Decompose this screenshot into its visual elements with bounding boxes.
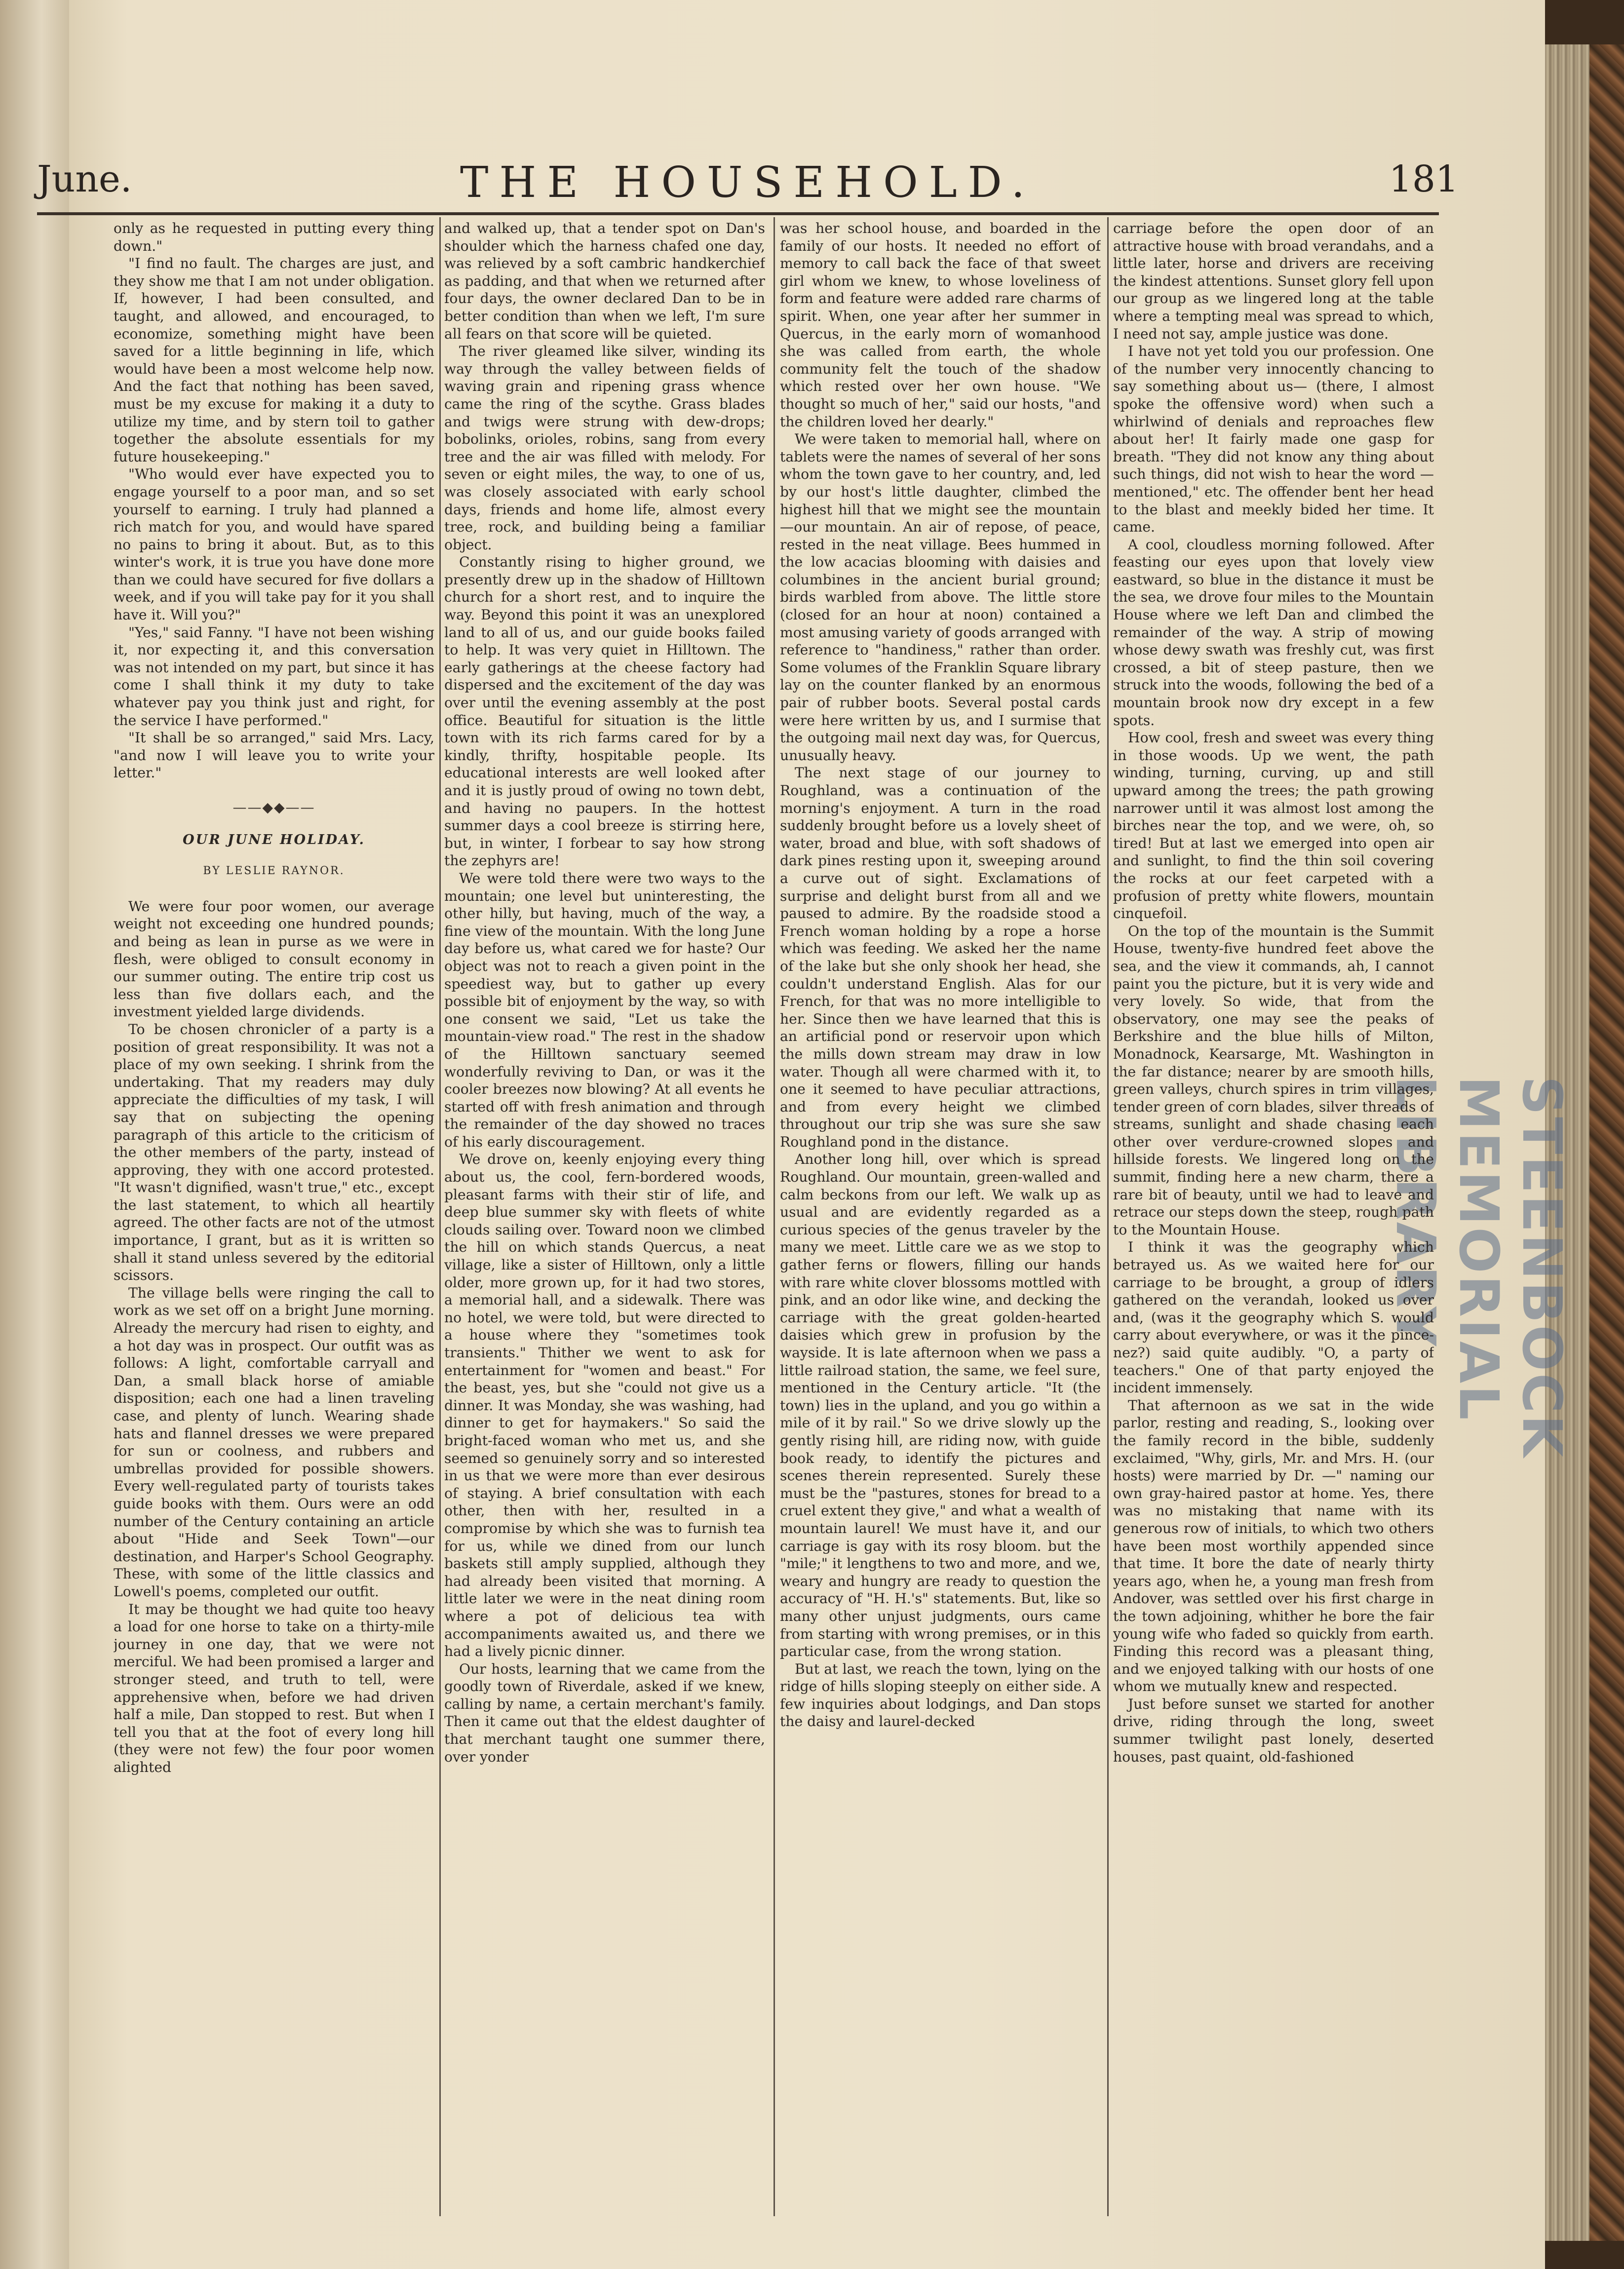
paragraph: We were four poor women, our average weight not exceeding one hundred pounds; and being as lean in purse as we were in flesh, were obliged to consult economy in our summer outing. The entire trip cost us less than five dollars each, and the investment yielded large dividends. (114, 898, 434, 1020)
column-2 (444, 220, 765, 2214)
paragraph: We were told there were two ways to the mountain; one level but uninteresting, the other hilly, but having, much of the way, a fine view of the mountain. With the long June day before us, what cared we for haste? Our object was not to reach a given point in the speediest way, but to gather up every possible bit of enjoyment by the way, so with one consent we said, "Let us take the mountain-view road." The rest in the shadow of the Hilltown sanctuary seemed wonderfully reviving to Dan, or was it the cooler breezes now blowing? At all events he started off with fresh animation and through the remainder of the day showed no traces of his early discouragement. (444, 870, 765, 1150)
paragraph: The village bells were ringing the call to work as we set off on a bright June morning. Already the mercury had risen to eighty, and a hot day was in prospect. Our outfit was as follows: A light, comfortable carryall and Dan, a small black horse of amiable disposition; each one had a linen traveling case, and plenty of lunch. Wearing shade hats and flannel dresses we were prepared for sun or coolness, and rubbers and umbrellas provided for possible showers. Every well-regulated party of tourists takes guide books with them. Ours were an odd number of the Century containing an article about "Hide and Seek Town"—our destination, and Harper's School Geography. These, with some of the little classics and Lowell's poems, completed our outfit. (114, 1284, 434, 1600)
paragraph: It may be thought we had quite too heavy a load for one horse to take on a thirty-mile journey in one day, that we were not merciful. We had been promised a larger and stronger steed, and truth to tell, were apprehensive when, before we had driven half a mile, Dan stopped to rest. But when I tell you that at the foot of every long hill (they were not few) the four poor women alighted (114, 1601, 434, 1775)
column-divider (773, 217, 775, 2216)
paragraph: Our hosts, learning that we came from the goodly town of Riverdale, asked if we knew, calling by name, a certain merchant's family. Then it came out that the eldest daughter of that merchant taught one summer there, over yonder (444, 1660, 765, 1765)
paragraph: "Yes," said Fanny. "I have not been wishing it, nor expecting it, and this conversation was not intended on my part, but since it has come I shall think it my duty to take whatever pay you think just and right, for the service I have performed." (114, 624, 434, 729)
paragraph: and walked up, that a tender spot on Dan's shoulder which the harness chafed one day, was relieved by a soft cambric handkerchief as padding, and that when we returned after four days, the owner declared Dan to be in better condition than when we left, I'm sure all fears on that score will be quieted. (444, 220, 765, 342)
paragraph: That afternoon as we sat in the wide parlor, resting and reading, S., looking over the family record in the bible, suddenly exclaimed, "Why, girls, Mr. and Mrs. H. (our hosts) were married by Dr. —" naming our own gray-haired pastor at home. Yes, there was no mistaking that name with its generous row of initials, to which two others have been most worthily appended since that time. It bore the date of nearly thirty years ago, when he, a young man fresh from Andover, was settled over his first charge in the town adjoining, whither he bore the fair young wife who faded so quickly from earth. Finding this record was a pleasant thing, and we enjoyed talking with our hosts of one whom we mutually knew and respected. (1113, 1397, 1434, 1695)
section-ornament: ——◆◆—— (232, 799, 315, 815)
paragraph: carriage before the open door of an attractive house with broad verandahs, and a little later, horse and drivers are receiving the kindest attentions. Sunset glory fell upon our group as we lingered long at the table where a tempting meal was spread to which, I need not say, ample justice was done. (1113, 220, 1434, 342)
paragraph: I have not yet told you our profession. One of the number very innocently chancing to say something about us— (there, I almost spoke the offensive word) when such a whirlwind of denials and reproaches flew about her! It fairly made one gasp for breath. "They did not know any thing about such things, did not wish to hear the word — mentioned," etc. The offender bent her head to the blast and meekly bided her time. It came. (1113, 343, 1434, 536)
column-4 (1113, 220, 1434, 2214)
paragraph: But at last, we reach the town, lying on the ridge of hills sloping steeply on either side. A few inquiries about lodgings, and Dan stops the daisy and laurel-decked (780, 1660, 1101, 1730)
paragraph: Another long hill, over which is spread Roughland. Our mountain, green-walled and calm beckons from our left. We walk up as usual and are evidently regarded as a curious species of the genus traveler by the many we meet. Little care we as we stop to gather ferns or flowers, filling our hands with rare white clover blossoms mottled with pink, and an odor like wine, and decking the carriage with the great golden-hearted daisies which grew in profusion by the wayside. It is late afternoon when we pass a little railroad station, the same, we feel sure, mentioned in the Century article. "It (the town) lies in the upland, and you go within a mile of it by rail." So we drive slowly up the gently rising hill, are riding now, with guide book ready, to identify the pictures and scenes therein represented. Surely these must be the "pastures, stones for bread to a cruel extent they give," and what a wealth of mountain laurel! We must have it, and our carriage is gay with its rosy bloom. but the "mile;" it lengthens to two and more, and we, weary and hungry are ready to question the accuracy of "H. H.'s" statements. But, like so many other unjust judgments, ours came from starting with wrong premises, or in this particular case, from the wrong station. (780, 1151, 1101, 1660)
paragraph: "I find no fault. The charges are just, and they show me that I am not under obligation. If, however, I had been consulted, and taught, and allowed, and encouraged, to economize, something might have been saved for a little beginning in life, which would have been a most welcome help now. And the fact that nothing has been saved, must be my excuse for making it a duty to utilize my time, and by stern toil to gather together the absolute essentials for my future housekeeping." (114, 255, 434, 465)
column-3 (780, 220, 1101, 2214)
header-rule (37, 212, 1439, 215)
issue-month: June. (37, 158, 132, 200)
paragraph: On the top of the mountain is the Summit House, twenty-five hundred feet above the sea, and the view it commands, ah, I cannot paint you the picture, but it is very wide and very lovely. So wide, that from the observatory, one may see the peaks of Berkshire and the blue hills of Milton, Monadnock, Kearsarge, Mt. Washington in the far distance; nearer by are smooth hills, green valleys, church spires in trim villages, tender green of corn blades, silver threads of streams, sunlight and shade chasing each other over verdure-crowned slopes and hillside forests. We lingered long on the summit, finding here a new charm, there a rare bit of beauty, until we had to leave and retrace our steps down the steep, rough path to the Mountain House. (1113, 923, 1434, 1238)
paragraph: "It shall be so arranged," said Mrs. Lacy, "and now I will leave you to write your letter." (114, 730, 434, 781)
paragraph: Just before sunset we started for another drive, riding through the long, sweet summer twilight past lonely, deserted houses, past quaint, old-fashioned (1113, 1695, 1434, 1765)
column-1 (114, 220, 434, 2214)
column-divider (1107, 217, 1109, 2216)
paragraph: I think it was the geography which betrayed us. As we waited here for our carriage to be brought, a group of idlers gathered on the verandah, looked us over and, (was it the geography which S. would carry about everywhere, or was it the pince-nez?) said quite audibly. "O, a party of teachers." One of that party enjoyed the incident immensely. (1113, 1239, 1434, 1396)
paragraph: The next stage of our journey to Roughland, was a continuation of the morning's enjoyment. A turn in the road suddenly brought before us a lovely sheet of water, broad and blue, with soft shadows of dark pines resting upon it, sweeping around a curve out of sight. Exclamations of surprise and delight burst from all and we paused to admire. By the roadside stood a French woman holding by a rope a horse which was feeding. We asked her the name of the lake but she only shook her head, she couldn't understand English. Alas for our French, for that was no more intelligible to her. Since then we have learned that this is an artificial pond or reservoir upon which the mills down stream may draw in low water. Though all were charmed with it, to one it seemed to have peculiar attractions, and from every height we climbed throughout our trip she was sure she saw Roughland pond in the distance. (780, 765, 1101, 1150)
paragraph: A cool, cloudless morning followed. After feasting our eyes upon that lovely view eastward, so blue in the distance it must be the sea, we drove four miles to the Mountain House where we left Dan and climbed the remainder of the way. A strip of mowing whose dewy swath was freshly cut, was first crossed, a bit of steep pasture, then we struck into the woods, following the bed of a mountain brook now dry except in a few spots. (1113, 536, 1434, 729)
paragraph: The river gleamed like silver, winding its way through the valley between fields of waving grain and ripening grass whence came the ring of the scythe. Grass blades and twigs were strung with dew-drops; bobolinks, orioles, robins, sang from every tree and the air was filled with melody. For seven or eight miles, the way, to one of us, was closely associated with early school days, friends and home life, almost every tree, rock, and building being a familiar object. (444, 343, 765, 553)
column-divider (439, 217, 441, 2216)
paragraph: We were taken to memorial hall, where on tablets were the names of several of her sons whom the town gave to her country, and, led by our host's little daughter, climbed the highest hill that we might see the mountain—our mountain. An air of repose, of peace, rested in the neat village. Bees hummed in the low acacias blooming with daisies and columbines in the ancient burial ground; birds warbled from above. The little store (closed for an hour at noon) contained a most amusing variety of goods arranged with reference to "handiness," rather than order. Some volumes of the Franklin Square library lay on the counter flanked by an enormous pair of rubber boots. Several postal cards were here written by us, and I surmise that the outgoing mail next day was, for Quercus, unusually heavy. (780, 431, 1101, 764)
facing-page-edge (0, 0, 69, 2269)
paragraph: To be chosen chronicler of a party is a position of great responsibility. It was not a place of my own seeking. I shrink from the undertaking. That my readers may duly appreciate the difficulties of my task, I will say that on subjecting the opening paragraph of this article to the criticism of the other members of the party, instead of approving, they with one accord protested. "It wasn't dignified, wasn't true," etc., except the last statement, to which all heartily agreed. The other facts are not of the utmost importance, I grant, but as it is written so shall it stand unless severed by the editorial scissors. (114, 1021, 434, 1284)
paragraph: "Who would ever have expected you to engage yourself to a poor man, and so set yourself to earning. I truly had planned a rich match for you, and would have spared no pains to bring it about. But, as to this winter's work, it is true you have done more than we could have secured for five dollars a week, and if you will take pay for it you shall have it. Will you?" (114, 466, 434, 623)
article-title: OUR JUNE HOLIDAY. (183, 832, 365, 847)
paragraph: We drove on, keenly enjoying every thing about us, the cool, fern-bordered woods, pleasant farms with their stir of life, and deep blue summer sky with fleets of white clouds sailing over. Toward noon we climbed the hill on which stands Quercus, a neat village, like a sister of Hilltown, only a little older, more grown up, for it had two stores, a memorial hall, and a sidewalk. There was no hotel, we were told, but were directed to a house where they "sometimes took transients." Thither we went to ask for entertainment for "women and beast." For the beast, yes, but she "could not give us a dinner. It was Monday, she was washing, had dinner to get for haymakers." So said the bright-faced woman who met us, and she seemed so genuinely sorry and so interested in us that we were more than ever desirous of staying. A brief consultation with each other, then with her, resulted in a compromise by which she was to furnish tea for us, while we dined from our lunch baskets still amply supplied, although they had already been visited that morning. A little later we were in the neat dining room where a pot of delicious tea with accompaniments awaited us, and there we had a lively picnic dinner. (444, 1151, 765, 1660)
article-byline: BY LESLIE RAYNOR. (203, 865, 345, 878)
paragraph: How cool, fresh and sweet was every thing in those woods. Up we went, the path winding, turning, curving, up and still upward among the trees; the path growing narrower until it was almost lost among the birches near the top, and we were, oh, so tired! But at last we emerged into open air and sunlight, to find the thin soil covering the rocks at our feet carpeted with a profusion of pretty white flowers, mountain cinquefoil. (1113, 730, 1434, 922)
paragraph: Constantly rising to higher ground, we presently drew up in the shadow of Hilltown church for a short rest, and to inquire the way. Beyond this point it was an unexplored land to all of us, and our guide books failed to help. It was very quiet in Hilltown. The early gatherings at the cheese factory had dispersed and the excitement of the day was over until the evening assembly at the post office. Beautiful for situation is the little town with its rich farms cared for by a kindly, thrifty, hospitable people. Its educational interests are well looked after and it is justly proud of owing no town debt, and having no paupers. In the hottest summer days a cool breeze is stirring here, but, in winter, I forbear to say how strong the zephyrs are! (444, 554, 765, 869)
page-header (37, 158, 1459, 212)
paragraph: only as he requested in putting every thing down." (114, 220, 434, 254)
page-number: 181 (1389, 158, 1459, 200)
library-stamp: STEENBOCK MEMORIAL LIBRARY (1384, 1076, 1574, 1459)
paragraph: was her school house, and boarded in the family of our hosts. It needed no effort of memory to call back the face of that sweet girl whom we knew, to whose loveliness of form and feature were added rare charms of spirit. When, one year after her summer in Quercus, in the early morn of womanhood she was called from earth, the whole community felt the touch of the shadow which rested over her own house. "We thought so much of her," said our hosts, "and the children loved her dearly." (780, 220, 1101, 430)
periodical-title: THE HOUSEHOLD. (460, 158, 1036, 207)
